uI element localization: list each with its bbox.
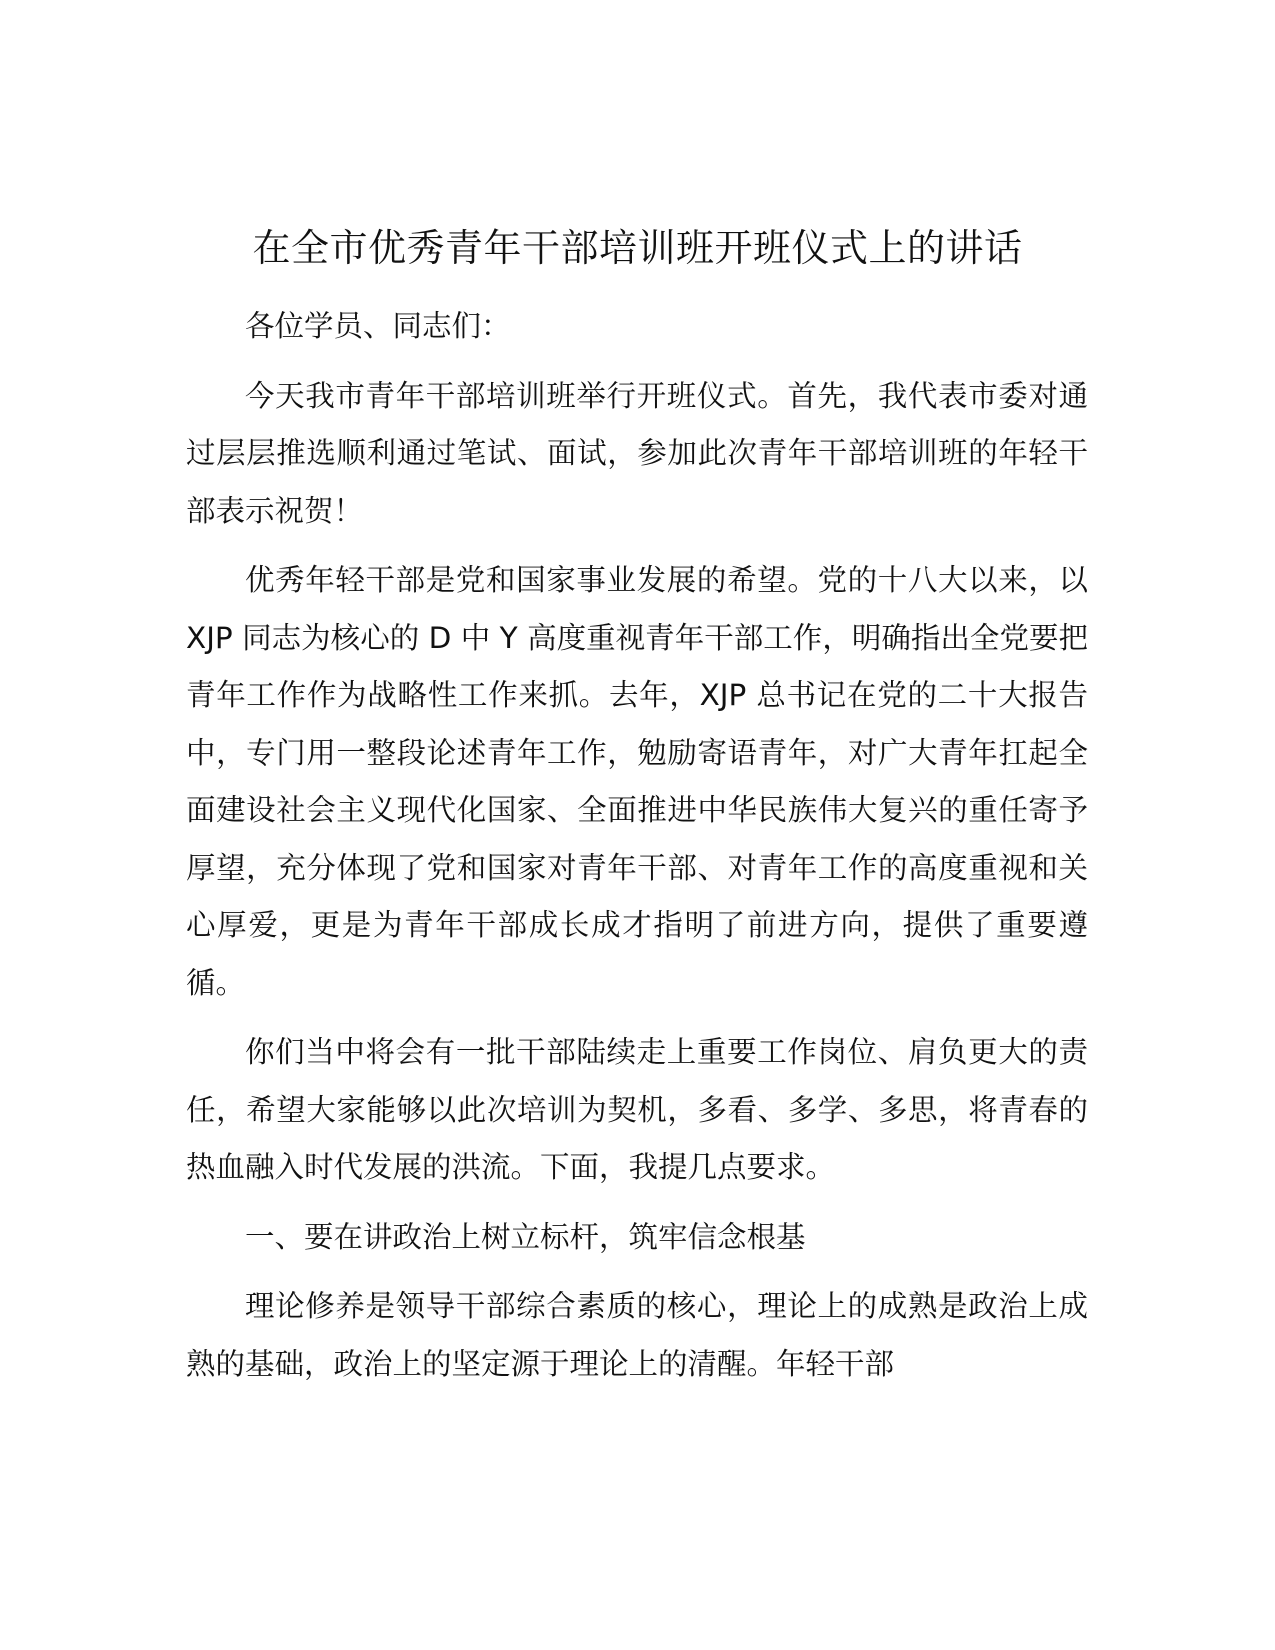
salutation-paragraph: 各位学员、同志们： [245,309,511,343]
body-paragraph: 今天我市青年干部培训班举行开班仪式。首先，我代表市委对通过层层推选顺利通过笔试、面试，参加此次青年干部培训班的年轻干部表示祝贺！ [186,378,1088,528]
body-paragraph: 优秀年轻干部是党和国家事业发展的希望。党的十八大以来，以 XJP 同志为核心的 D 中 Y 高度重视青年干部工作，明确指出全党要把青年工作作为战略性工作来抓。去年，XJP 总书记在党的二十大报告中，专门用一整段论述青年工作，勉励寄语青年，对广大青年扛起全面建设社会主义现代化国家、全面推进中华民族伟大复兴的重任寄予厚望，充分体现了党和国家对青年干部、对青年工作的高度重视和关心厚爱，更是为青年干部成长成才指明了前进方向，提供了重要遵循。 [186,563,1088,1000]
section-heading: 一、要在讲政治上树立标杆，筑牢信念根基 [245,1219,806,1254]
document-body [186,298,1088,1405]
document-title: 在全市优秀青年干部培训班开班仪式上的讲话 [252,226,1023,270]
body-paragraph: 理论修养是领导干部综合素质的核心，理论上的成熟是政治上成熟的基础，政治上的坚定源于理论上的清醒。年轻干部 [186,1289,1088,1381]
body-paragraph: 你们当中将会有一批干部陆续走上重要工作岗位、肩负更大的责任，希望大家能够以此次培训为契机，多看、多学、多思，将青春的热血融入时代发展的洪流。下面，我提几点要求。 [186,1035,1088,1184]
